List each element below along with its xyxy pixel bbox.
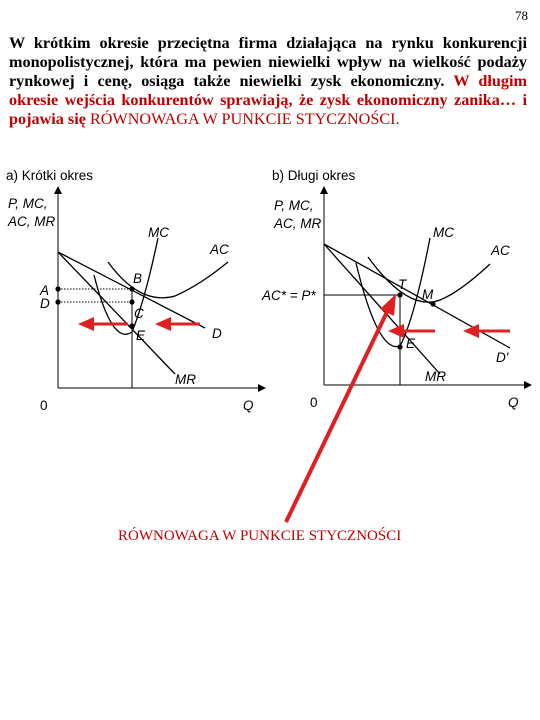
- panel-a-b-label: B: [133, 271, 143, 286]
- panel-a-point-c-marker: [129, 299, 134, 304]
- panel-a-e-label: E: [136, 328, 146, 343]
- panel-a-ac-curve: [108, 262, 228, 298]
- page-number: 78: [515, 8, 528, 23]
- panel-a-price-a-marker: [55, 286, 60, 291]
- panel-a-origin: 0: [40, 398, 48, 413]
- panel-a-d-label: D: [212, 326, 222, 341]
- panel-b-e-label: E: [406, 336, 416, 351]
- intro-red-plain-text: RÓWNOWAGA W PUNKCIE STYCZNOŚCI.: [89, 110, 400, 128]
- panel-a-point-e-marker: [129, 323, 134, 328]
- panel-a-x-axis-label: Q: [243, 398, 254, 413]
- tangency-pointer-arrow: [286, 294, 396, 522]
- panel-b-m-label: M: [422, 287, 434, 302]
- panel-b-point-m-marker: [430, 301, 435, 306]
- panel-b-d-label: D': [496, 350, 509, 365]
- intro-red-bold-text: W długim okresie wejścia konkurentów sprawiają, że zysk ekonomiczny zanika… i pojawia się: [9, 72, 527, 128]
- panel-b-mc-label: MC: [433, 225, 454, 240]
- panel-b-point-e-marker: [397, 344, 402, 349]
- panel-b-t-label: T: [398, 277, 407, 292]
- panel-a-title: a) Krótki okres: [6, 168, 94, 183]
- panel-a-short-run: [6, 168, 262, 413]
- panel-b-y-axis-label-1: P, MC,: [274, 198, 314, 213]
- panel-a-mr-label: MR: [175, 372, 196, 387]
- panel-a-point-b-marker: [129, 286, 134, 291]
- panel-a-shift-arrow-right: [155, 317, 200, 331]
- panel-a-y-axis-label-2: AC, MR: [8, 214, 56, 229]
- panel-a-shift-arrow-left: [78, 317, 128, 331]
- panel-b-mr-label: MR: [425, 369, 446, 384]
- panel-a-d-price-label: D: [40, 296, 50, 311]
- panel-a-mc-label: MC: [148, 225, 169, 240]
- panel-b-point-t-marker: [397, 292, 402, 297]
- panel-a-mr-curve: [58, 252, 175, 374]
- intro-black-text: W krótkim okresie przeciętna firma działająca na rynku konkurencji monopolistycznej, która ma pewien niewielki wpływ na wielkość podaży rynkowej i cenę, osiąga także niewielki zysk ekonomiczny.: [9, 34, 527, 90]
- panel-b-title: b) Długi okres: [272, 168, 356, 183]
- panel-a-a-label: A: [40, 283, 50, 298]
- tangency-caption: RÓWNOWAGA W PUNKCIE STYCZNOŚCI: [118, 528, 402, 544]
- panel-a-ac-label: AC: [210, 242, 229, 257]
- panel-a-c-label: C: [134, 306, 144, 321]
- panel-b-x-axis-label: Q: [508, 395, 519, 410]
- panel-b-ac-label: AC: [491, 243, 510, 258]
- panel-a-mc-curve: [94, 238, 158, 334]
- panel-b-y-axis-label-2: AC, MR: [274, 216, 322, 231]
- panel-b-origin: 0: [310, 395, 318, 410]
- panel-b-price-label: AC* = P*: [262, 288, 316, 303]
- panel-b-long-run: [261, 168, 528, 522]
- panel-a-price-d-marker: [55, 299, 60, 304]
- panel-a-y-axis-label-1: P, MC,: [8, 196, 48, 211]
